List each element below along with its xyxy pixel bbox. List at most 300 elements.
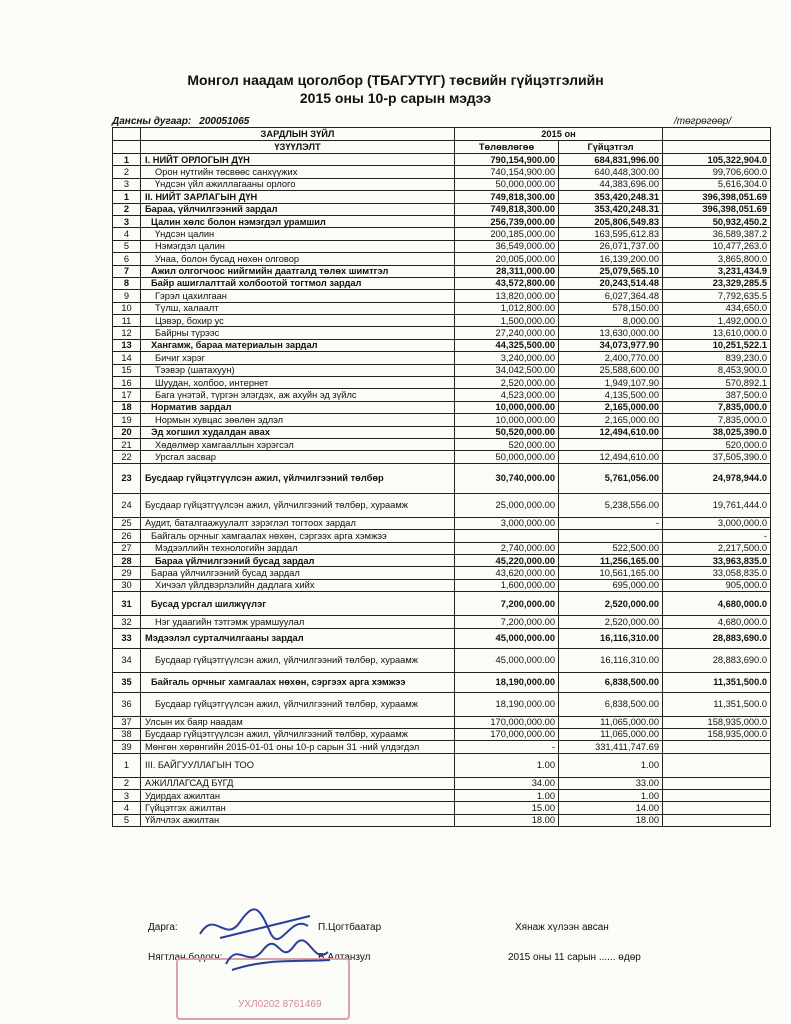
row-number: 1 [113,753,141,777]
row-plan: 4,523,000.00 [455,389,559,401]
row-number: 3 [113,790,141,802]
row-name: Бараа үйлчилгээний бусад зардал [141,567,455,579]
row-number: 4 [113,802,141,814]
row-actual: 11,065,000.00 [559,716,663,728]
row-plan: 3,240,000.00 [455,352,559,364]
row-diff: 8,453,900.0 [663,364,771,376]
row-name: III. БАЙГУУЛЛАГЫН ТОО [141,753,455,777]
row-number: 3 [113,215,141,227]
row-diff: 11,351,500.0 [663,692,771,716]
row-actual: 6,838,500.00 [559,692,663,716]
row-diff: 10,251,522.1 [663,339,771,351]
table-row [113,814,771,826]
row-diff [663,802,771,814]
row-number: 10 [113,302,141,314]
row-name: АЖИЛЛАГСАД БҮГД [141,777,455,789]
row-actual: 684,831,996.00 [559,154,663,166]
row-name: Гүйцэтгэх ажилтан [141,802,455,814]
row-number: 22 [113,451,141,463]
row-diff [663,814,771,826]
row-number: 8 [113,277,141,289]
row-name: Хөдөлмөр хамгааллын хэрэгсэл [141,438,455,450]
row-plan: 2,520,000.00 [455,377,559,389]
row-diff [663,777,771,789]
row-number: 28 [113,554,141,566]
row-plan: 18,190,000.00 [455,692,559,716]
row-actual: 578,150.00 [559,302,663,314]
row-number: 39 [113,741,141,753]
accountant-name: Б.Алтанзул [318,952,371,963]
row-number: 14 [113,352,141,364]
row-name: Тээвэр (шатахуун) [141,364,455,376]
row-plan: 520,000.00 [455,438,559,450]
row-plan: 20,005,000.00 [455,253,559,265]
table-row [113,166,771,178]
row-number: 16 [113,377,141,389]
row-plan: 50,520,000.00 [455,426,559,438]
row-number: 21 [113,438,141,450]
table-row [113,692,771,716]
table-row [113,579,771,591]
row-plan: 170,000,000.00 [455,728,559,740]
row-number: 37 [113,716,141,728]
row-number: 26 [113,530,141,542]
row-plan: 2,740,000.00 [455,542,559,554]
table-row [113,716,771,728]
table-row [113,554,771,566]
row-number: 20 [113,426,141,438]
table-row [113,401,771,413]
row-name: Орон нутгийн төсвөөс санхүүжих [141,166,455,178]
row-plan: 10,000,000.00 [455,414,559,426]
account-info [112,116,249,127]
row-actual: 16,139,200.00 [559,253,663,265]
row-name: Хангамж, бараа материалын зардал [141,339,455,351]
row-actual: 25,588,600.00 [559,364,663,376]
row-plan: 44,325,500.00 [455,339,559,351]
table-row [113,567,771,579]
row-actual: 11,256,165.00 [559,554,663,566]
row-diff: 19,761,444.0 [663,493,771,517]
row-plan: 256,739,000.00 [455,215,559,227]
row-number: 25 [113,517,141,529]
row-actual: 353,420,248.31 [559,203,663,215]
row-diff: 10,477,263.0 [663,240,771,252]
row-actual: 6,027,364.48 [559,290,663,302]
row-plan: 7,200,000.00 [455,616,559,628]
row-diff: 24,978,944.0 [663,463,771,493]
row-diff: 396,398,051.69 [663,191,771,203]
row-plan: 25,000,000.00 [455,493,559,517]
table-row [113,302,771,314]
row-diff: 396,398,051.69 [663,203,771,215]
header-year: 2015 он [455,128,663,141]
row-plan: 43,572,800.00 [455,277,559,289]
row-actual: 16,116,310.00 [559,628,663,648]
row-diff: 23,329,285.5 [663,277,771,289]
row-name: Ажил олгогчоос нийгмийн даатгалд төлөх шимтгэл [141,265,455,277]
table-row [113,215,771,227]
row-plan: 790,154,900.00 [455,154,559,166]
row-number: 30 [113,579,141,591]
row-plan: 740,154,900.00 [455,166,559,178]
row-diff [663,753,771,777]
row-name: Бусдаар гүйцэтгүүлсэн ажил, үйлчилгээний төлбөр [141,463,455,493]
row-name: Цалин хөлс болон нэмэгдэл урамшил [141,215,455,227]
row-plan: - [455,741,559,753]
row-diff: 50,932,450.2 [663,215,771,227]
unit-note: /төгрөгөөр/ [674,116,732,127]
row-actual: 695,000.00 [559,579,663,591]
row-actual [559,438,663,450]
row-plan: 749,818,300.00 [455,203,559,215]
row-diff: 4,680,000.0 [663,616,771,628]
row-actual: 6,838,500.00 [559,672,663,692]
table-row [113,240,771,252]
row-plan: 50,000,000.00 [455,178,559,190]
table-row [113,154,771,166]
row-actual: 12,494,610.00 [559,426,663,438]
row-name: Бусад урсгал шилжүүлэг [141,592,455,616]
row-name: Бусдаар гүйцэтгүүлсэн ажил, үйлчилгээний төлбөр, хураамж [141,728,455,740]
row-diff: 7,835,000.0 [663,401,771,413]
row-diff: 2,217,500.0 [663,542,771,554]
row-diff: 158,935,000.0 [663,728,771,740]
row-name: Нэг удаагийн тэтгэмж урамшуулал [141,616,455,628]
row-name: Бараа үйлчилгээний бусад зардал [141,554,455,566]
row-actual: 14.00 [559,802,663,814]
row-actual: 5,761,056.00 [559,463,663,493]
row-number: 2 [113,777,141,789]
row-number: 5 [113,814,141,826]
row-number: 12 [113,327,141,339]
row-actual: 33.00 [559,777,663,789]
row-diff: 1,492,000.0 [663,315,771,327]
table-row [113,191,771,203]
row-number: 34 [113,648,141,672]
row-name: Бусдаар гүйцэтгүүлсэн ажил, үйлчилгээний төлбөр, хураамж [141,493,455,517]
row-actual: 1,949,107.90 [559,377,663,389]
row-plan: 50,000,000.00 [455,451,559,463]
header-blank [113,128,141,141]
row-number: 3 [113,178,141,190]
header-blank [113,141,141,154]
table-row [113,178,771,190]
table-row [113,377,771,389]
row-actual: 5,238,556.00 [559,493,663,517]
table-row [113,463,771,493]
row-number: 6 [113,253,141,265]
row-name: Удирдах ажилтан [141,790,455,802]
row-number: 24 [113,493,141,517]
account-number: 200051065 [199,116,250,127]
row-actual: 2,520,000.00 [559,592,663,616]
row-diff [663,790,771,802]
row-actual: 34,073,977.90 [559,339,663,351]
row-actual: 26,071,737.00 [559,240,663,252]
row-diff: 28,883,690.0 [663,648,771,672]
row-name: Мэдээллийн технологийн зардал [141,542,455,554]
row-diff: 28,883,690.0 [663,628,771,648]
row-number: 27 [113,542,141,554]
row-actual: 331,411,747.69 [559,741,663,753]
row-plan: 45,000,000.00 [455,628,559,648]
row-actual: 18.00 [559,814,663,826]
row-name: Унаа, болон бусад нөхөн олговор [141,253,455,265]
row-diff: 11,351,500.0 [663,672,771,692]
row-name: Урсгал засвар [141,451,455,463]
row-name: I. НИЙТ ОРЛОГЫН ДҮН [141,154,455,166]
row-number: 15 [113,364,141,376]
row-number: 31 [113,592,141,616]
table-row [113,753,771,777]
table-row [113,802,771,814]
row-name: Байгаль орчныг хамгаалах нөхөн, сэргээх арга хэмжээ [141,530,455,542]
header-item: ЗАРДЛЫН ЗҮЙЛ [141,128,455,141]
table-row [113,592,771,616]
report-title: Монгол наадам цоголбор (ТБАГУТҮГ) төсвийн гүйцэтгэлийн [187,72,604,88]
row-number: 23 [113,463,141,493]
row-name: Байгаль орчныг хамгаалах нөхөн, сэргээх арга хэмжээ [141,672,455,692]
row-diff: 36,589,387.2 [663,228,771,240]
table-row [113,530,771,542]
table-row [113,265,771,277]
row-name: Аудит, баталгаажуулалт зэрэглэл тогтоох зардал [141,517,455,529]
row-name: Бичиг хэрэг [141,352,455,364]
row-number: 13 [113,339,141,351]
row-actual: 2,165,000.00 [559,401,663,413]
row-actual: 163,595,612.83 [559,228,663,240]
report-subtitle: 2015 оны 10-р сарын мэдээ [299,90,492,106]
row-diff: 520,000.0 [663,438,771,450]
row-plan: 15.00 [455,802,559,814]
row-plan [455,530,559,542]
row-diff: 3,231,434.9 [663,265,771,277]
row-name: Бусдаар гүйцэтгүүлсэн ажил, үйлчилгээний төлбөр, хураамж [141,648,455,672]
row-plan: 3,000,000.00 [455,517,559,529]
table-row [113,777,771,789]
table-row [113,728,771,740]
table-row [113,389,771,401]
row-plan: 749,818,300.00 [455,191,559,203]
row-name: Мөнгөн хөрөнгийн 2015-01-01 оны 10-р сарын 31 -ний үлдэгдэл [141,741,455,753]
row-diff: 13,610,000.0 [663,327,771,339]
row-actual: 640,448,300.00 [559,166,663,178]
table-row [113,339,771,351]
row-number: 17 [113,389,141,401]
table-row [113,414,771,426]
row-number: 36 [113,692,141,716]
row-plan: 1,600,000.00 [455,579,559,591]
row-name: Бусдаар гүйцэтгүүлсэн ажил, үйлчилгээний төлбөр, хураамж [141,692,455,716]
row-actual [559,530,663,542]
row-name: Хичээл үйлдвэрлэлийн дадлага хийх [141,579,455,591]
row-diff: 38,025,390.0 [663,426,771,438]
row-actual: 20,243,514.48 [559,277,663,289]
table-row [113,542,771,554]
row-diff: 839,230.0 [663,352,771,364]
row-name: Үндсэн цалин [141,228,455,240]
row-plan: 30,740,000.00 [455,463,559,493]
row-number: 33 [113,628,141,648]
row-name: Шуудан, холбоо, интернет [141,377,455,389]
table-row [113,517,771,529]
row-actual: 205,806,549.83 [559,215,663,227]
row-plan: 27,240,000.00 [455,327,559,339]
row-diff: 905,000.0 [663,579,771,591]
row-actual: 353,420,248.31 [559,191,663,203]
header-blank [663,141,771,154]
row-plan: 18.00 [455,814,559,826]
row-diff: 158,935,000.0 [663,716,771,728]
row-number: 9 [113,290,141,302]
row-number: 32 [113,616,141,628]
row-number: 19 [113,414,141,426]
table-row [113,290,771,302]
row-actual: 2,520,000.00 [559,616,663,628]
row-name: II. НИЙТ ЗАРЛАГЫН ДҮН [141,191,455,203]
row-name: Нэмэгдэл цалин [141,240,455,252]
row-actual: 12,494,610.00 [559,451,663,463]
table-row [113,203,771,215]
table-row [113,451,771,463]
row-diff: 37,505,390.0 [663,451,771,463]
row-diff [663,741,771,753]
row-number: 5 [113,240,141,252]
table-row [113,741,771,753]
row-diff: 570,892.1 [663,377,771,389]
row-plan: 45,000,000.00 [455,648,559,672]
row-actual: 44,383,696.00 [559,178,663,190]
row-actual: 1.00 [559,790,663,802]
row-plan: 1.00 [455,753,559,777]
header-plan: Төлөвлөгөө [455,141,559,154]
table-row [113,628,771,648]
row-number: 1 [113,154,141,166]
director-name: П.Цогтбаатар [318,922,382,933]
row-actual: 25,079,565.10 [559,265,663,277]
row-name: Гэрэл цахилгаан [141,290,455,302]
row-diff: 3,000,000.0 [663,517,771,529]
accountant-signature-icon [218,936,338,976]
row-diff: 387,500.0 [663,389,771,401]
row-number: 18 [113,401,141,413]
director-label: Дарга: [148,922,178,933]
row-name: Түлш, халаалт [141,302,455,314]
table-row [113,277,771,289]
table-row [113,493,771,517]
row-name: Нормын хувцас зөөлөн эдлэл [141,414,455,426]
budget-table [112,127,771,827]
row-actual: 13,630,000.00 [559,327,663,339]
row-plan: 36,549,000.00 [455,240,559,252]
row-plan: 34,042,500.00 [455,364,559,376]
row-actual: - [559,517,663,529]
reviewed-label: Хянаж хүлээн авсан [515,922,609,933]
row-actual: 2,165,000.00 [559,414,663,426]
row-name: Байр ашиглалттай холбоотой тогтмол зардал [141,277,455,289]
row-number: 2 [113,203,141,215]
row-diff: 99,706,600.0 [663,166,771,178]
row-plan: 1,500,000.00 [455,315,559,327]
table-row [113,616,771,628]
row-number: 35 [113,672,141,692]
row-diff: 5,616,304.0 [663,178,771,190]
row-number: 38 [113,728,141,740]
row-name: Цэвэр, бохир ус [141,315,455,327]
row-plan: 170,000,000.00 [455,716,559,728]
row-number: 2 [113,166,141,178]
row-name: Норматив зардал [141,401,455,413]
account-label: Дансны дугаар: [112,116,192,127]
row-name: Үйлчлэх ажилтан [141,814,455,826]
table-row [113,438,771,450]
row-actual: 8,000.00 [559,315,663,327]
row-plan: 43,620,000.00 [455,567,559,579]
row-actual: 11,065,000.00 [559,728,663,740]
row-name: Байрны түрээс [141,327,455,339]
row-name: Үндсэн үйл ажиллагааны орлого [141,178,455,190]
row-diff: 105,322,904.0 [663,154,771,166]
row-diff: 33,058,835.0 [663,567,771,579]
header-blank [663,128,771,141]
row-plan: 28,311,000.00 [455,265,559,277]
table-body [113,154,771,827]
row-name: Улсын их баяр наадам [141,716,455,728]
row-plan: 7,200,000.00 [455,592,559,616]
row-plan: 10,000,000.00 [455,401,559,413]
row-actual: 16,116,310.00 [559,648,663,672]
row-name: Мэдээлэл сурталчилгааны зардал [141,628,455,648]
table-row [113,364,771,376]
row-name: Бараа, үйлчилгээний зардал [141,203,455,215]
row-diff: - [663,530,771,542]
table-row [113,648,771,672]
row-number: 1 [113,191,141,203]
row-diff: 4,680,000.0 [663,592,771,616]
row-number: 4 [113,228,141,240]
row-diff: 7,835,000.0 [663,414,771,426]
table-row [113,253,771,265]
table-row [113,352,771,364]
header-actual: Гүйцэтгэл [559,141,663,154]
row-actual: 522,500.00 [559,542,663,554]
header-indicator: ҮЗҮҮЛЭЛТ [141,141,455,154]
row-name: Бага үнэтэй, түргэн элэгдэх, аж ахуйн эд зүйлс [141,389,455,401]
table-row [113,228,771,240]
row-diff: 7,792,635.5 [663,290,771,302]
row-actual: 10,561,165.00 [559,567,663,579]
row-plan: 1,012,800.00 [455,302,559,314]
accountant-label: Нягтлан бодогч: [148,952,223,963]
table-row [113,672,771,692]
table-row [113,327,771,339]
row-plan: 18,190,000.00 [455,672,559,692]
row-actual: 1.00 [559,753,663,777]
row-plan: 34.00 [455,777,559,789]
table-row [113,790,771,802]
row-diff: 33,963,835.0 [663,554,771,566]
row-plan: 200,185,000.00 [455,228,559,240]
row-name: Эд хогшил худалдан авах [141,426,455,438]
stamp-text: УХЛ0202 8761469 [238,999,322,1010]
row-number: 29 [113,567,141,579]
row-plan: 45,220,000.00 [455,554,559,566]
row-plan: 13,820,000.00 [455,290,559,302]
row-number: 11 [113,315,141,327]
signature-date: 2015 оны 11 сарын ...... өдөр [508,952,641,963]
row-diff: 3,865,800.0 [663,253,771,265]
